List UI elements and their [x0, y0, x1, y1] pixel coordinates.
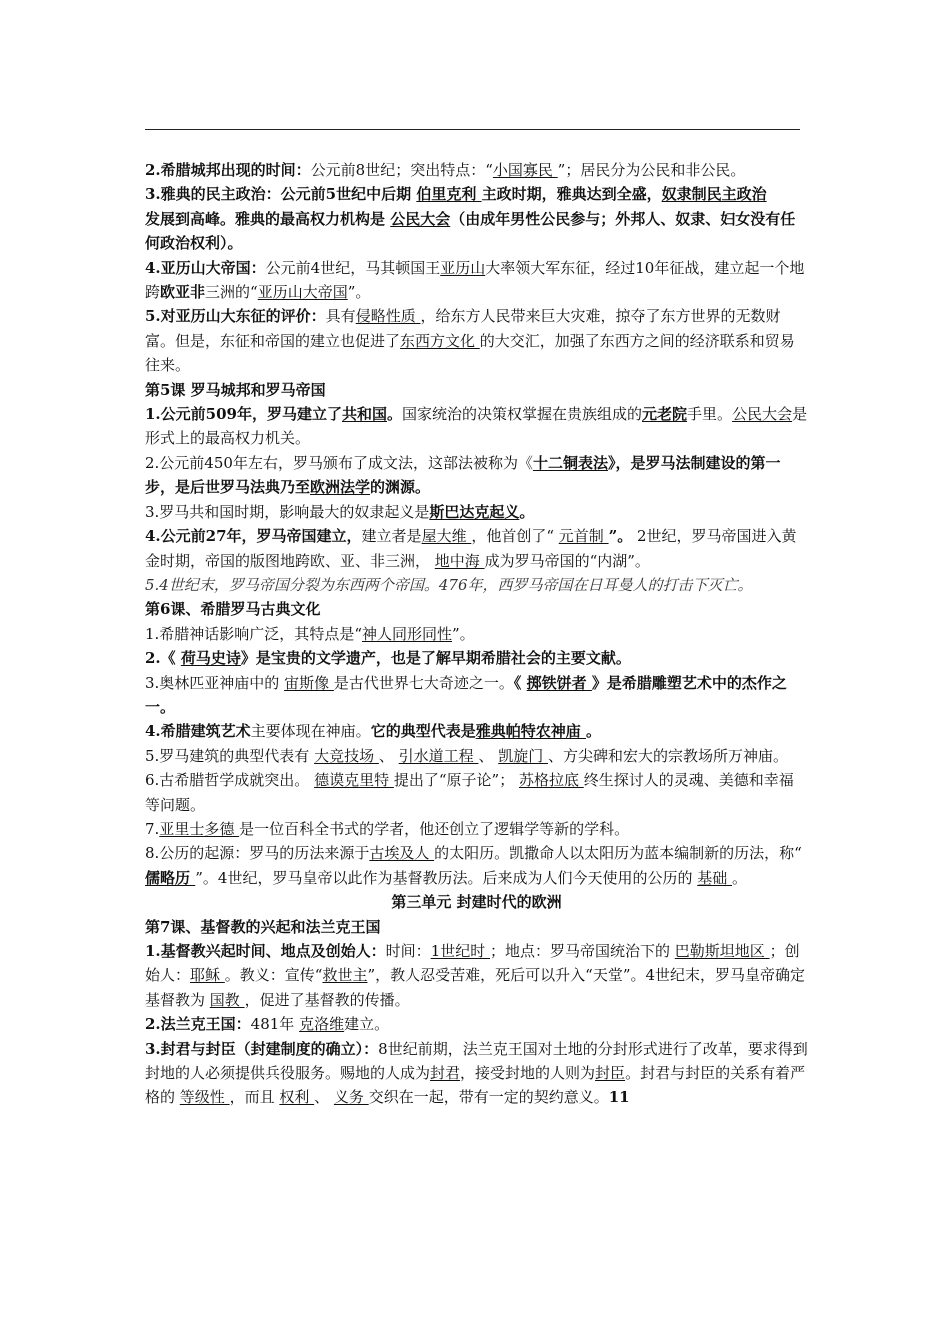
paragraph [145, 597, 808, 621]
paragraph [145, 915, 808, 939]
text-run: 》是宝贵的文学遗产，也是了解早期希腊社会的主要文献。 [240, 649, 631, 668]
text-run: 2.公元前450年左右，罗马颁布了成文法，这部法被称为《 [145, 453, 533, 472]
text-run: ，而且 [229, 1088, 280, 1107]
text-run: ；地点：罗马帝国统治下的 [490, 942, 675, 960]
text-run: 。 [732, 868, 748, 887]
text-run: 2世纪，罗马帝国进入黄金时期，帝国的版图地跨欧、亚、非三洲， [145, 527, 797, 570]
answer-blank: 封君 [430, 1064, 461, 1083]
answer-blank: 亚里士多德 [159, 819, 240, 838]
answer-blank: 东西方文化 [400, 331, 480, 350]
text-run: 是形式上的最高权力机关。 [145, 405, 808, 448]
text-run: 2.法兰克王国： [145, 1015, 251, 1034]
answer-blank: 古埃及人 [369, 844, 435, 863]
answer-blank: 欧洲法学 [310, 478, 371, 497]
text-run: 3.封君与封臣（封建制度的确立）： [145, 1039, 379, 1058]
text-run: 大率领大军东征，经过10年征战，建立起一个地跨 [145, 258, 805, 302]
paragraph [145, 378, 808, 402]
text-run: 11 [608, 1088, 630, 1107]
text-run: 主政时期，雅典达到全盛， [481, 185, 662, 204]
text-run: 2.希腊城邦出现的时间： [145, 161, 311, 179]
text-run: ”。 [347, 283, 371, 302]
document-body [145, 158, 808, 1110]
text-run: （由成年男性公民参与；外邦人、奴隶、妇女没有任何政治权利）。 [145, 209, 796, 253]
text-run: ，促进了基督教的传播。 [244, 990, 410, 1009]
text-run: 4.公元前27年，罗马帝国建立， [145, 527, 362, 546]
text-run: 第三单元 封建时代的欧洲 [391, 893, 562, 912]
text-run: 是古代世界七大奇迹之一。 [333, 673, 514, 692]
answer-blank: 1世纪时 [430, 942, 490, 960]
text-run: 的大交汇，加强了东西方之间的经济联系和贸易往来。 [145, 331, 795, 375]
text-run: 1.基督教兴起时间、地点及创始人： [145, 942, 386, 960]
paragraph [145, 304, 808, 377]
text-run: 手里。 [687, 405, 733, 424]
paragraph [145, 573, 808, 597]
answer-blank: 义务 [333, 1088, 369, 1107]
text-run: 公元前4世纪，马其顿国王 [265, 258, 441, 277]
paragraph [145, 256, 808, 305]
answer-blank: 掷铁饼者 [526, 673, 592, 692]
paragraph [145, 524, 808, 573]
header-rule [145, 129, 800, 130]
text-run: 4.希腊建筑艺术 [145, 722, 251, 741]
answer-blank: 苏格拉底 [518, 771, 584, 790]
text-run: 第5课 罗马城邦和罗马帝国 [145, 380, 326, 399]
paragraph [145, 1012, 808, 1036]
text-run: 2.《 [145, 649, 181, 668]
answer-blank: 屋大维 [421, 527, 472, 546]
text-run: ”，教人忍受苦难，死后可以升入“天堂”。4世纪末，罗马皇帝确定基督教为 [145, 966, 806, 1009]
text-run: 成为罗马帝国的“内湖”。 [484, 551, 650, 570]
paragraph [145, 646, 808, 670]
answer-blank: 权利 [279, 1088, 315, 1107]
text-run: ”；居民分为公民和非公民。 [557, 161, 746, 179]
text-run: ；创始人： [145, 942, 800, 985]
answer-blank: 耶稣 [190, 966, 225, 985]
paragraph [145, 500, 808, 524]
paragraph [145, 841, 808, 890]
text-run: 8世纪前期，法兰克王国对土地的分封形式进行了改革，要求得到封地的人必须提供兵役服务。赐地的人成为 [145, 1039, 808, 1083]
text-run: 主要体现在神庙。 [250, 722, 371, 741]
text-run: 、 [378, 746, 399, 765]
paragraph [145, 182, 808, 206]
text-run: 。 [585, 722, 601, 741]
answer-blank: 等级性 [179, 1088, 230, 1107]
answer-blank: 国教 [209, 990, 245, 1009]
text-run: 发展到高峰。雅典的最高权力机构是 [145, 209, 391, 228]
paragraph [145, 402, 808, 451]
text-run: 第7课、基督教的兴起和法兰克王国 [145, 917, 381, 936]
answer-blank: 亚历山 [440, 258, 486, 277]
text-run: 3.奥林匹亚神庙中的 [145, 673, 285, 692]
text-run: 公元前8世纪；突出特点：“ [310, 161, 493, 179]
answer-blank: 儒略历 [145, 868, 196, 887]
text-run: 》，是罗马法制建设的第一步，是后世罗马法典乃至 [145, 453, 781, 497]
text-run: 《 [513, 673, 527, 692]
text-run: 7. [145, 819, 160, 838]
text-run: 终生探讨人的灵魂、美德和幸福等问题。 [145, 771, 794, 814]
answer-blank: 侵略性质 [355, 307, 421, 326]
text-run: 。封君与封臣的关系有着严格的 [145, 1064, 806, 1107]
text-run: 5.对亚历山大东征的评价： [145, 307, 326, 326]
paragraph [145, 939, 808, 1012]
text-run: 国家统治的决策权掌握在贵族组成的 [402, 405, 643, 424]
text-run: 8.公历的起源：罗马的历法来源于 [145, 844, 370, 863]
text-run: 建立者是 [361, 527, 422, 546]
answer-blank: 小国寡民 [492, 161, 558, 179]
text-run: 481年 [250, 1015, 300, 1034]
answer-blank: 克洛维 [299, 1015, 345, 1034]
answer-blank: 斯巴达克起义 [429, 502, 520, 521]
text-run: 的渊源。 [370, 478, 431, 497]
answer-blank: 亚历山大帝国 [257, 283, 348, 302]
text-run: 6.古希腊哲学成就突出。 [145, 771, 315, 790]
text-run: 5.4世纪末，罗马帝国分裂为东西两个帝国。476年，西罗马帝国在日耳曼人的打击下灭亡。 [145, 575, 753, 594]
paragraph [145, 817, 808, 841]
text-run: 提出了“原子论”； [393, 771, 519, 790]
text-run: 、方尖碑和宏大的宗教场所万神庙。 [548, 746, 789, 765]
answer-blank: 雅典帕特农神庙 [475, 722, 586, 741]
paragraph [145, 207, 808, 256]
text-run: ”。4世纪，罗马皇帝以此作为基督教历法。后来成为人们今天使用的公历的 [195, 868, 698, 887]
text-run: 交织在一起，带有一定的契约意义。 [368, 1088, 609, 1107]
text-run: 具有 [325, 307, 356, 326]
answer-blank: 十二铜表法 [532, 453, 608, 472]
answer-blank: 伯里克利 [416, 185, 482, 204]
paragraph [145, 744, 808, 768]
text-run: 它的典型代表是 [370, 722, 476, 741]
unit-heading [145, 890, 808, 914]
text-run: 3.罗马共和国时期，影响最大的奴隶起义是 [145, 502, 430, 521]
answer-blank: 基础 [697, 868, 732, 887]
answer-blank: 元老院 [642, 405, 688, 424]
text-run: ”。 [608, 527, 633, 546]
text-run: 。教义：宣传“ [224, 966, 323, 985]
text-run: 4.亚历山大帝国： [145, 258, 266, 277]
answer-blank: 元首制 [558, 527, 609, 546]
answer-blank: 封臣 [595, 1064, 626, 1083]
text-run: 、 [478, 746, 499, 765]
paragraph [145, 1037, 808, 1110]
answer-blank: 宙斯像 [284, 673, 334, 692]
text-run: 1.希腊神话影响广泛，其特点是“ [145, 624, 362, 643]
paragraph [145, 451, 808, 500]
text-run: 时间： [385, 942, 431, 960]
answer-blank: 公民大会 [390, 209, 451, 228]
text-run: ，给东方人民带来巨大灾难，掠夺了东方世界的无数财富。但是，东征和帝国的建立也促进了 [145, 307, 781, 350]
text-run: 3.雅典的民主政治：公元前5世纪中后期 [145, 185, 417, 204]
answer-blank: 荷马史诗 [180, 649, 241, 668]
answer-blank: 巴勒斯坦地区 [674, 942, 770, 960]
paragraph [145, 622, 808, 646]
answer-blank: 共和国 [341, 405, 387, 424]
paragraph [145, 719, 808, 743]
text-run: 三洲的“ [205, 283, 258, 302]
text-run: 。 [519, 502, 535, 521]
answer-blank: 神人同形同性 [361, 624, 452, 643]
text-run: ，接受封地的人则为 [460, 1064, 596, 1083]
answer-blank: 奴隶制民主政治 [661, 185, 767, 204]
paragraph [145, 158, 808, 182]
text-run: 欧亚非 [160, 283, 206, 302]
text-run: 第6课、希腊罗马古典文化 [145, 600, 321, 619]
answer-blank: 公民大会 [732, 405, 793, 424]
text-run: 》是希腊雕塑艺术中的杰作之一。 [145, 673, 787, 716]
text-run: 建立。 [344, 1015, 390, 1034]
answer-blank: 救世主 [322, 966, 368, 985]
text-run: 、 [314, 1088, 334, 1107]
answer-blank: 地中海 [434, 551, 485, 570]
answer-blank: 凯旋门 [498, 746, 548, 765]
paragraph [145, 768, 808, 817]
text-run: ”。 [452, 624, 475, 643]
text-run: 5.罗马建筑的典型代表有 [145, 746, 315, 765]
answer-blank: 德谟克里特 [314, 771, 394, 790]
text-run: 是一位百科全书式的学者，他还创立了逻辑学等新的学科。 [239, 819, 630, 838]
text-run: 的太阳历。凯撒命人以太阳历为蓝本编制新的历法，称“ [434, 844, 802, 863]
text-run: ，他首创了“ [471, 527, 559, 546]
text-run: 1.公元前509年，罗马建立了 [145, 405, 342, 424]
answer-blank: 大竞技场 [314, 746, 379, 765]
text-run: 。 [387, 405, 403, 424]
answer-blank: 引水道工程 [398, 746, 479, 765]
paragraph [145, 671, 808, 720]
